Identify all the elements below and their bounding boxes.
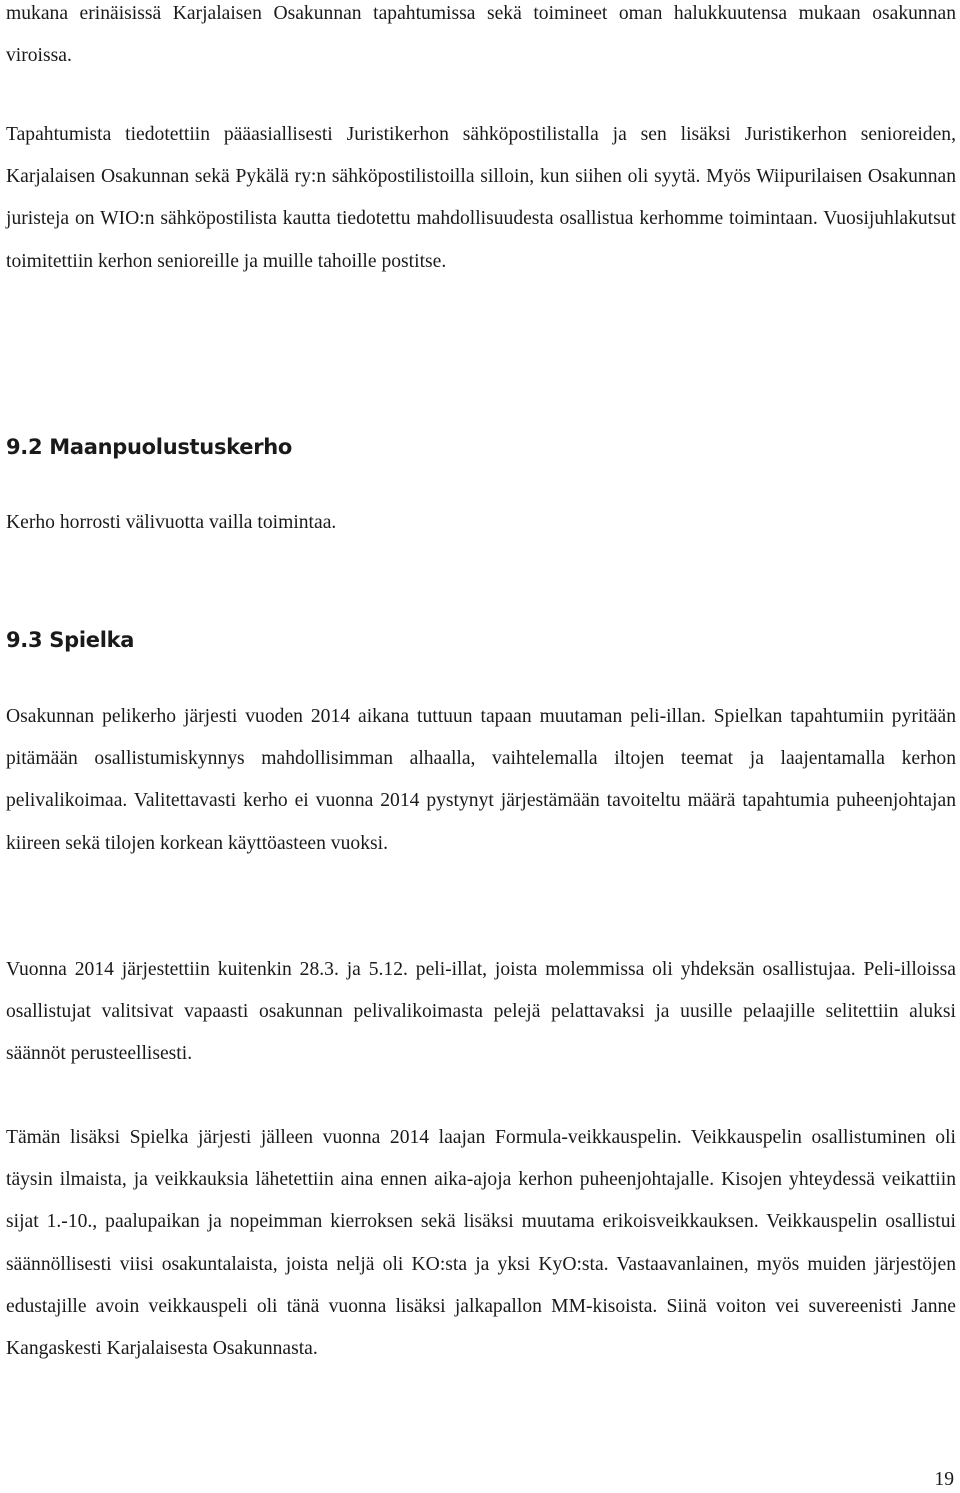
paragraph-osakunta-activities: mukana erinäisissä Karjalaisen Osakunnan tapahtumissa sekä toimineet oman halukkuutensa mukaan osakunnan viroissa. (6, 3, 956, 67)
paragraph-spielka-game-nights: Osakunnan pelikerho järjesti vuoden 2014 aikana tuttuun tapaan muutaman peli-illan. Spielkan tapahtumiin pyritään pitämään osallistumiskynnys mahdollisimman alhaalla, vaihtelemalla iltojen teemat ja laajentamalla kerhon pelivalikoimaa. Valitettavasti kerho ei vuonna 2014 pystynyt järjestämään tavoiteltu määrä tapahtumia puheenjohtajan kiireen sekä tilojen korkean käyttöasteen vuoksi. (6, 706, 956, 854)
page-number: 19 (934, 1469, 954, 1490)
paragraph-formula-betting: Tämän lisäksi Spielka järjesti jälleen vuonna 2014 laajan Formula-veikkauspelin. Veikkauspelin osallistuminen oli täysin ilmaista, ja veikkauksia lähetettiin aina ennen aika-ajoja kerhon puheenjohtajalle. Kisojen yhteydessä veikattiin sijat 1.-10., paalupaikan ja nopeimman kierroksen sekä lisäksi muutama erikoisveikkauksen. Veikkauspelin osallistui säännöllisesti viisi osakuntalaista, joista neljä oli KO:sta ja yksi KyO:sta. Vastaavanlainen, myös muiden järjestöjen edustajille avoin veikkauspeli oli tänä vuonna lisäksi jalkapallon MM-kisoista. Siinä voiton vei suvereenisti Janne Kangaskesti Karjalaisesta Osakunnasta. (6, 1127, 956, 1360)
document-page (6, 0, 956, 1493)
paragraph-spielka-events: Vuonna 2014 järjestettiin kuitenkin 28.3. ja 5.12. peli-illat, joista molemmissa oli yhdeksän osallistujaa. Peli-illoissa osallistujat valitsivat vapaasti osakunnan pelivalikoimasta pelejä pelattavaksi ja uusille pelaajille selitettiin aluksi säännöt perusteellisesti. (6, 959, 956, 1065)
paragraph-communication: Tapahtumista tiedotettiin pääasiallisesti Juristikerhon sähköpostilistalla ja sen lisäksi Juristikerhon senioreiden, Karjalaisen Osakunnan sekä Pykälä ry:n sähköpostilistoilla silloin, kun siihen oli syytä. Myös Wiipurilaisen Osakunnan juristeja on WIO:n sähköpostilista kautta tiedotettu mahdollisuudesta osallistua kerhomme toimintaan. Vuosijuhlakutsut toimitettiin kerhon senioreille ja muille tahoille postitse. (6, 124, 956, 272)
paragraph-maanpuolustuskerho: Kerho horrosti välivuotta vailla toimintaa. (6, 512, 337, 533)
section-heading-maanpuolustuskerho: 9.2 Maanpuolustuskerho (6, 435, 293, 459)
section-heading-spielka: 9.3 Spielka (6, 628, 135, 652)
